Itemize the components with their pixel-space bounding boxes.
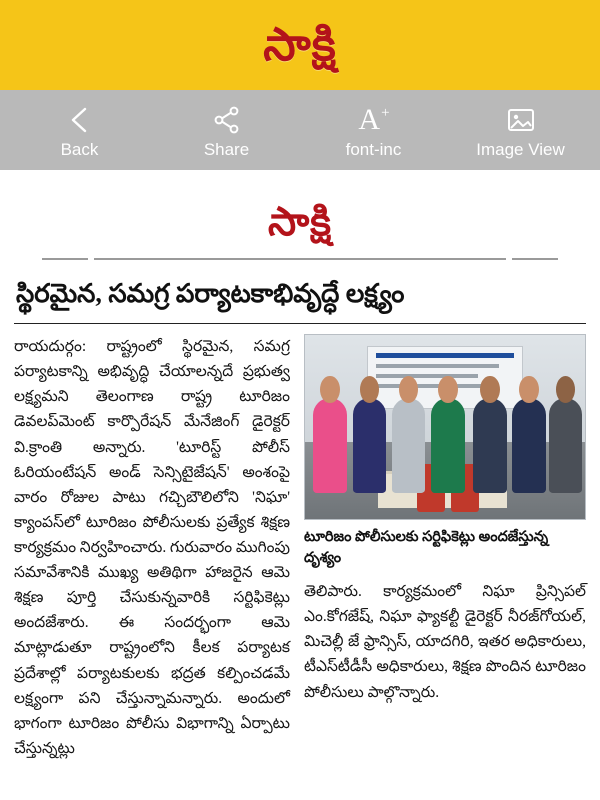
font-increase-label: font-inc xyxy=(345,139,402,159)
article-right-column xyxy=(304,334,586,705)
divider-segment-left xyxy=(42,258,88,260)
image-icon xyxy=(506,103,536,137)
photo-person xyxy=(473,398,507,494)
font-increase-button[interactable] xyxy=(328,103,420,158)
article-body-right: తెలిపారు. కార్యక్రమంలో నిఘా ప్రిన్సిపల్‌ ఎం.కోగజేష్‌, నిఘా ఫ్యాకల్టీ డైరెక్టర్‌ నీరజ్‌గోయల్‌, మిచెల్లీ జే ఫ్రాన్సిస్‌, యాదగిరి, ఇతర అధికారులు, టీఎస్‌టీడీసీ అధికారులు, శిక్షణ పొందిన టూరిజం పోలీసులు పాల్గొన్నారు. xyxy=(304,583,586,701)
divider-segment-center xyxy=(94,258,506,260)
article-paper-logo-text: సాక్షి xyxy=(267,199,333,244)
photo-person-head xyxy=(519,376,539,404)
divider-segment-right xyxy=(512,258,558,260)
photo-person xyxy=(512,398,546,494)
font-increase-plus: + xyxy=(381,105,390,121)
article-content[interactable] xyxy=(0,170,600,800)
photo-person xyxy=(353,398,387,494)
action-toolbar xyxy=(0,90,600,170)
font-increase-icon xyxy=(358,103,388,137)
back-button[interactable] xyxy=(34,103,126,158)
masthead-bar xyxy=(0,0,600,90)
photo-person xyxy=(431,398,465,494)
chevron-left-icon xyxy=(67,103,93,137)
photo-caption: టూరిజం పోలీసులకు సర్టిఫికెట్లు అందజేస్తున్న దృశ్యం xyxy=(304,529,549,567)
image-view-button[interactable] xyxy=(475,103,567,158)
decorative-divider xyxy=(14,258,586,270)
photo-person xyxy=(313,398,347,494)
share-button[interactable] xyxy=(181,103,273,158)
article-left-column xyxy=(14,334,290,761)
article-columns xyxy=(14,334,586,761)
masthead-logo: సాక్షి xyxy=(263,19,337,70)
image-view-label: Image View xyxy=(476,139,565,159)
font-increase-letter: A xyxy=(358,102,381,136)
photo-person-head xyxy=(320,376,340,404)
photo-person-head xyxy=(556,376,576,404)
photo-person xyxy=(549,398,583,494)
article-paper-logo xyxy=(14,180,586,258)
article-photo[interactable] xyxy=(304,334,586,520)
photo-person xyxy=(392,398,426,494)
headline-rule xyxy=(14,323,586,324)
article-body-left: రాయదుర్గం: రాష్ట్రంలో స్థిరమైన, సమగ్ర పర్యాటకాన్ని అభివృద్ధి చేయాలన్నదే ప్రభుత్వ లక్ష్యమని తెలంగాణ రాష్ట్ర టూరిజం డెవలప్‌మెంట్ కార్పొరేషన్ మేనేజింగ్ డైరెక్టర్ వి.క్రాంతి అన్నారు. 'టూరిస్ట్‌ పోలీస్‌ ఓరియంటేషన్‌ అండ్‌ సెన్సిటైజేషన్‌' అంశంపై వారం రోజుల పాటు గచ్చిబౌలిలోని 'నిఘా' క్యాంపస్‌లో టూరిజం పోలీసులకు ప్రత్యేక శిక్షణ కార్యక్రమం నిర్వహించారు. గురువారం ముగింపు సమావేశానికి ముఖ్య అతిథిగా హాజరైన ఆమె శిక్షణ పూర్తి చేసుకున్నవారికి సర్టిఫికెట్లు అందజేశారు. ఈ సందర్భంగా ఆమె మాట్లాడుతూ రాష్ట్రంలోని కీలక పర్యాటక ప్రదేశాల్లో పర్యాటకులకు భద్రత కల్పించడమే లక్ష్యంగా పని చేస్తున్నామన్నారు. అందులో భాగంగా టూరిజం పోలీసు విభాగాన్ని ఏర్పాటు చేస్తున్నట్లు xyxy=(14,338,290,757)
share-button-label: Share xyxy=(203,139,250,159)
photo-person-head xyxy=(438,376,458,404)
photo-person-head xyxy=(480,376,500,404)
photo-person-head xyxy=(360,376,380,404)
back-button-label: Back xyxy=(60,139,99,159)
share-icon xyxy=(213,103,241,137)
article-headline: స్థిరమైన, సమగ్ర పర్యాటకాభివృద్ధే లక్ష్యం xyxy=(16,279,405,308)
